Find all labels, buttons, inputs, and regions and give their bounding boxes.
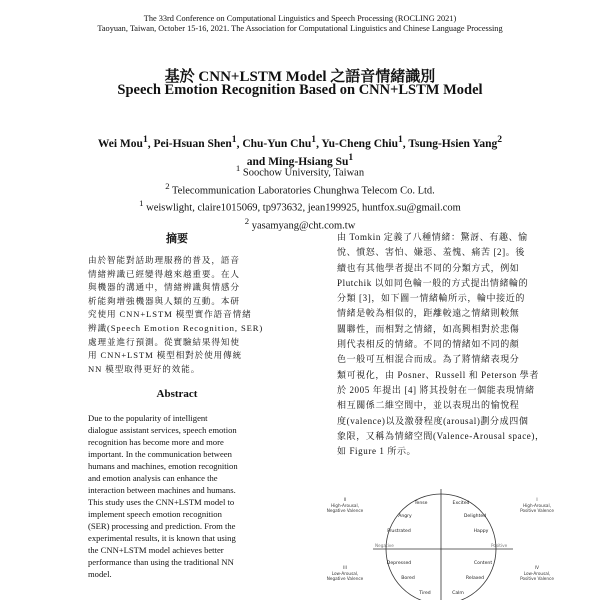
quadrant-2-label: Negative Valence [326, 508, 364, 513]
quadrant-1-label: I [536, 497, 538, 502]
emotion-tense: Tense [414, 501, 428, 506]
author: Wei Mou$^1$ [97, 134, 148, 150]
quadrant-4-label: Positive Valence [520, 576, 554, 581]
emotion-calm: Calm [452, 591, 464, 596]
emotion-excited: Excited [452, 501, 470, 506]
quadrant-2-label: II [343, 497, 347, 502]
conference-header [0, 14, 600, 34]
emails-1: $^1$ weiswlight, claire1015069, tp973632, jean199925, huntfox.su@gmail.com [139, 198, 461, 214]
author: Chu-Yun Chu$^1$ [242, 134, 317, 150]
emotion-relaxed: Relaxed [465, 576, 485, 581]
valence-arousal-diagram [313, 487, 569, 600]
emotion-happy: Happy [473, 529, 489, 534]
abstract-zh-heading: 摘要 [166, 233, 188, 245]
abstract-zh: 由於智能對話助理服務的普及，語音 情緒辨識已經變得越來越重要。在人 與機器的溝通中，情緒辨識與情感分 析能夠增強機器與人類的互動。本研 究使用 CNN+LSTM 模型實作語音情緒 辨識(Speech Emotion Recognition, SER) 處理並進行預測。從實驗結果得知使 用 CNN+LSTM 模型相對於使用傳統 NN 模型取得更好的效能。 [88, 255, 264, 374]
axis-label-positive: Positive [491, 543, 508, 548]
abstract-en-heading: Abstract [156, 388, 198, 401]
quadrant-3-label: Low-Arousal, [331, 571, 359, 576]
emotion-content: Content [473, 561, 493, 566]
emotion-bored: Bored [401, 576, 415, 581]
affiliations [0, 162, 600, 232]
author: Ming-Hsiang Su$^1$ [268, 151, 354, 168]
conference-header-line1: The 33rd Conference on Computational Linguistics and Speech Processing (ROCLING 2021) [143, 14, 457, 23]
emails-2: $^2$ yasamyang@cht.com.tw [244, 215, 356, 231]
quadrant-2-label: High-Arousal, [331, 503, 359, 508]
quadrant-3-label: III [343, 565, 347, 570]
quadrant-1-label: High-Arousal, [523, 503, 551, 508]
right-column [337, 230, 555, 459]
quadrant-1-label: Positive Valence [520, 508, 554, 513]
conference-header-line2: Taoyuan, Taiwan, October 15-16, 2021. The Association for Computational Linguistics and Chinese Language Processing [97, 24, 503, 33]
author: Pei-Hsuan Shen$^1$ [153, 134, 237, 150]
author: Yu-Cheng Chiu$^1$ [321, 134, 403, 150]
abstract-en: Due to the popularity of intelligent dialogue assistant services, speech emotion recognition has become more and more important. In the communication between humans and machines, emotion recognition and emotion analysis can enhance the interaction between machines and humans. This study uses the CNN+LSTM model to implement speech emotion recognition (SER) processing and prediction. From the experimental results, it is known that using the CNN+LSTM model achieves better performance than using the traditional NN model. [88, 413, 238, 580]
emotion-angry: Angry [398, 514, 412, 519]
affiliation-1: $^1$ Soochow University, Taiwan [235, 163, 365, 179]
emotion-tired: Tired [419, 591, 431, 596]
title-chinese: 基於 CNN+LSTM Model 之語音情緒識別 [164, 69, 436, 85]
quadrant-3-label: Negative Valence [326, 576, 364, 581]
emotion-frustrated: Frustrated [387, 529, 411, 534]
body-text-zh: 由 Tomkin 定義了八種情緒：驚訝、有趣、愉 悅、憤怒、害怕、嫌惡、羞愧、痛苦 [2]。後 續也有其他學者提出不同的分類方式，例如 Plutchik 以如同色輪一般的方式提出情緒輪的 分類 [3]，如下圖一情緒輪所示，輪中接近的 情緒是較為相似的，距離較遠之情緒則較無 關聯性，而相對之情緒，如高興相對於悲傷 則代表相反的情緒。不同的情緒如不同的顏 色一般可互相混合而成。為了將情緒表現分 類可視化，由 Posner、Russell 和 Peterson 學者 於 2005 年提出 [4] 將其投射在一個能表現情緒 相互關係二維空間中，並以表現出的愉悅程 度(valence)以及激發程度(arousal)劃分成四個 象限，又稱為情緒空間(Valence-Arousal space)， 如 Figure 1 所示。 [337, 232, 545, 457]
figure-valence-arousal [313, 487, 569, 600]
axis-label-negative: Negative [375, 543, 394, 548]
left-column [88, 230, 266, 580]
author: Tsung-Hsien Yang$^2$ [408, 134, 503, 150]
quadrant-4-label: IV [534, 565, 540, 570]
emotion-delighted: Delighted [463, 514, 487, 519]
affiliation-2: $^2$ Telecommunication Laboratories Chunghwa Telecom Co. Ltd. [165, 180, 435, 196]
quadrant-4-label: Low-Arousal, [523, 571, 551, 576]
author-list: Wei Mou$^1$, Pei-Hsuan Shen$^1$, Chu-Yun Chu$^1$, Yu-Cheng Chiu$^1$, Tsung-Hsien Yang$^2$ and Ming-Hsiang Su$^1$ [97, 134, 503, 168]
title-english: Speech Emotion Recognition Based on CNN+LSTM Model [117, 82, 483, 98]
emotion-depressed: Depressed [386, 561, 412, 566]
